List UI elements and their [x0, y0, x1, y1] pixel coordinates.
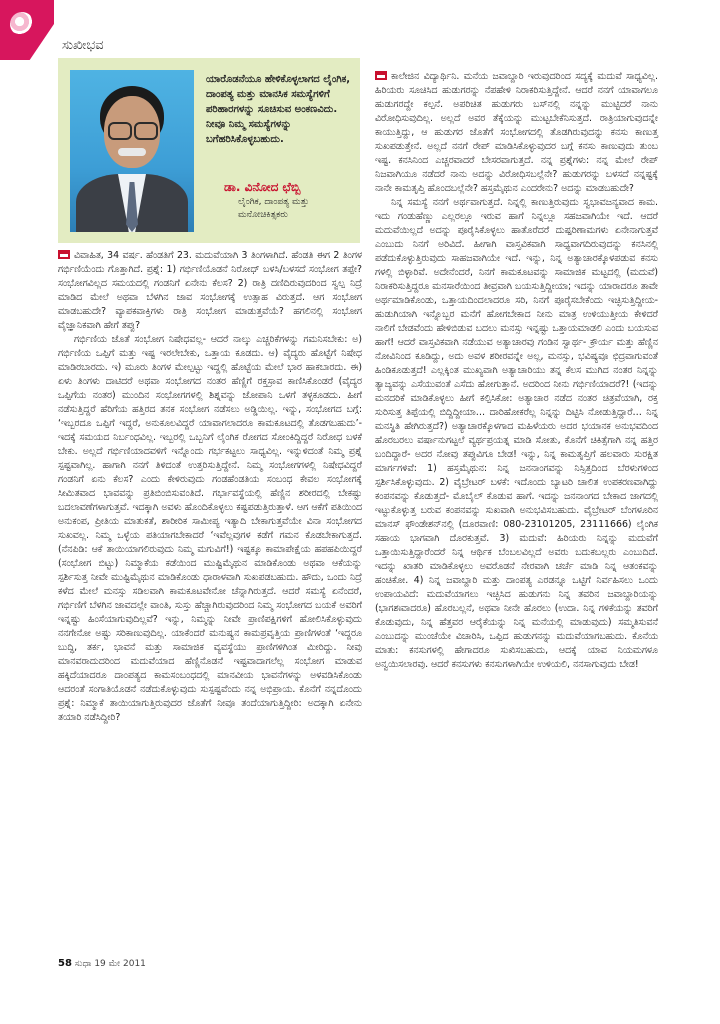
section-title: ಸುಖೀಭವ	[62, 38, 104, 53]
page-number: 58	[58, 958, 72, 969]
article-right-column	[375, 70, 658, 672]
author-photo	[70, 70, 194, 232]
question-1: ವಿವಾಹಿತ, 34 ವರ್ಷ. ಹೆಂಡತಿಗೆ 23. ಮದುವೆಯಾಗಿ 3 ತಿಂಗಳಾಗಿದೆ. ಹೆಂಡತಿ ಈಗ 2 ತಿಂಗಳ ಗರ್ಭಿಣಿಯೆಂದು ಗೊತ್ತಾಗಿದೆ. ಪ್ರಶ್ನೆ: 1) ಗರ್ಭಿಣಿಯೊಡನೆ ನಿರೋಧ್ ಬಳಸಿ/ಬಳಸದೆ ಸಂಭೋಗ ತಪ್ಪೇ? ಸಂಭೋಗವಿಲ್ಲದ ಸಮಯದಲ್ಲಿ ಗಂಡನಿಗೆ ಏನೇನು ಕೆಲಸ? 2) ರಾತ್ರಿ ದಣಿದಿರುವುದರಿಂದ ಸ್ವಲ್ಪ ನಿದ್ರೆ ಮಾಡಿದ ಮೇಲೆ ಅಥವಾ ಬೆಳಗಿನ ಜಾವ ಸಂಭೋಗಕ್ಕೆ ಉತ್ಸಾಹ ವಿರುತ್ತದೆ. ಆಗ ಸಂಭೋಗ ಮಾಡಬಹುದೇ? ವ್ಯಾಪಕವಾಕ್ತಿಗಳು ರಾತ್ರಿ ಸಂಭೋಗ ಮಾಡುತ್ತವೆಯೆ? ಹಗಲಿನಲ್ಲಿ ಸಂಭೋಗ ವೈಜ್ಞಾನಿಕವಾಗಿ ಹೇಗೆ ತಪ್ಪು?	[58, 250, 362, 331]
page-footer	[58, 958, 146, 969]
question-marker-icon	[58, 250, 70, 259]
answer-2: ನಿನ್ನ ಸಮಸ್ಯೆ ನನಗೆ ಅರ್ಥವಾಗುತ್ತದೆ. ನಿನ್ನಲ್ಲಿ ಕಾಣುತ್ತಿರುವುದು ಸ್ವಭಾವಜನ್ಯವಾದ ಕಾಮ. ಇದು ಗಂಡುಹೆಣ್ಣು ಎಲ್ಲರಲ್ಲೂ ಇರುವ ಹಾಗೆ ನಿನ್ನಲ್ಲೂ ಸಹಜವಾಗಿಯೇ ಇದೆ. ಆದರೆ ಮದುವೆಯಿಲ್ಲದೆ ಅದನ್ನು ಪೂರೈಸಿಕೊಳ್ಳಲು ಹಾತೊರೆದರೆ ದುಷ್ಪರಿಣಾಮಗಳು ಏನೇನಾಗುತ್ತವೆ ಎಂಬುದು ನಿನಗೆ ಅರಿವಿದೆ. ಹೀಗಾಗಿ ವಾಸ್ತವಿಕವಾಗಿ ಸಾಧ್ಯವಾಗದಿರುವುದನ್ನು ಕನಸಿನಲ್ಲಿ ಪಡೆದುಕೊಳ್ಳುತ್ತಿರುವುದು ಸಾಹಜವಾಗಿಯೇ ಇದೆ. ಇನ್ನು, ನಿನ್ನ ಅತ್ಯಾಚಾರಕ್ಕೊಳಪಡುವ ಕನಸು ಗಳಲ್ಲಿ ಬಿಳ್ಳಾರಿವೆ. ಅದೇನೆಂದರೆ, ನಿನಗೆ ಕಾಮಕೂಟವನ್ನು ಸಾಮಾಜಿಕ ಮಟ್ಟದಲ್ಲಿ (ಮದುವೆ) ನಿರಾಕರಿಸುತ್ತಿದ್ದರೂ ಮನಸಾರೆಯಿಂದ ತೀವ್ರವಾಗಿ ಬಯಸುತ್ತಿದ್ದೀಯಾ; ಇದನ್ನು ಯಾರಾದರೂ ತಾವೇ ಅರ್ಥಮಾಡಿಕೊಂಡು, ಒತ್ತಾಯದಿಂದಲಾದರೂ ಸರಿ, ನಿನಗೆ ಪೂರೈಸಬೇಕೆಂದು ಇಚ್ಛಿಸುತ್ತಿದ್ದೀಯ- ಹುಡುಗಿಯಾಗಿ ಇನ್ನೊಬ್ಬರ ಮನೆಗೆ ಹೋಗಬೇಕಾದ ನೀನು ಮಾತ್ರ ಉಳಿಯುತ್ತೀಯ ಕೇಳಿದರೆ ನಾಲಿಗೆ ಬೇಡವೆಂದು ಹೇಳಿಬಿಡುವ ಬದಲು ಮನಸ್ಸು ಇನ್ನಷ್ಟು ಒತ್ತಾಯಮಾಡಲಿ ಎಂದು ಬಯಸುವ ಹಾಗೆ! ಆದರೆ ವಾಸ್ತವಿಕವಾಗಿ ನಡೆಯುವ ಅತ್ಯಾಚಾರವು ಗಂಡಿನ ಸ್ವಾರ್ಥ- ಕ್ರೌರ್ಯ ಮತ್ತು ಹೆಣ್ಣಿನ ನೋವಿನಿಂದ ಕೂಡಿದ್ದು, ಅದು ಅವಳ ಶರೀರವನ್ನೇ ಅಲ್ಲ, ಮನಸ್ಸು, ಭವಿಷ್ಯವೂ ಛಿದ್ರವಾಗುವಂತೆ ಹಿಂಡಿಕೂಡುತ್ತದೆ! ಎಲ್ಲಕ್ಕಿಂತ ಮುಖ್ಯವಾಗಿ ಅತ್ಯಾಚಾರಿಯು ತನ್ನ ಕೆಲಸ ಮುಗಿದ ನಂತರ ನಿನ್ನನ್ನು ತ್ಯಾಜ್ಯವನ್ನು ಎಸೆಯುವಂತೆ ಎಸೆದು ಹೋಗುತ್ತಾನೆ. ಅದರಿಂದ ನೀನು ಗರ್ಭಿಣಿಯಾದರೆ?! (ಇದನ್ನು ಮನದರಿಕೆ ಮಾಡಿಕೊಳ್ಳಲು ಹೀಗೆ ಕಲ್ಪಿಸಿಕೋ: ಅತ್ಯಾಚಾರ ನಡೆದ ನಂತರ ಚಿತ್ರವೆಯಾಗಿ, ರಕ್ತ ಸುರಿಸುತ್ತ ತಿಪ್ಪೆಯಲ್ಲಿ ಬಿದ್ದಿದ್ದೀಯಾ… ದಾರಿಹೋಕರೆಲ್ಲ ನಿನ್ನನ್ನು ದಿಟ್ಟಿಸಿ ನೋಡುತ್ತಿದ್ದಾರೆ… ನಿನ್ನ ಮನಸ್ಥಿತಿ ಹೇಗಿರುತ್ತದೆ?) ಅತ್ಯಾಚಾರಕ್ಕೊಳಗಾದ ಮಹಿಳೆಯರು ಅದರ ಭಯಾನಕ ಅನುಭವದಿಂದ ಹೊರಬರಲು ವರ್ಷಾನುಗಟ್ಟಲೆ ವ್ಯರ್ಥಪ್ರಯತ್ನ ಮಾಡಿ ಸೋತು, ಕೊನೆಗೆ ಚಿಕಿತ್ಸೆಗಾಗಿ ನನ್ನ ಹತ್ತಿರ ಬಂದಿದ್ದಾರೆ- ಅದರ ನೋವು ತಪ್ಪುವಿಗೂ ಬೇಡ! ಇನ್ನು, ನಿನ್ನ ಕಾಮತೃಪ್ತಿಗೆ ಹಲವಾರು ಸುರಕ್ಷಿತ ಮಾರ್ಗಗಳಿವೆ: 1) ಹಸ್ತಮೈಥುನ: ನಿನ್ನ ಜನನಾಂಗವನ್ನು ನಿಸ್ಸಿತ್ತದಿಂದ ಬೆರಳುಗಳಿಂದ ಸ್ಪರ್ಶಿಸಿಕೊಳ್ಳುವುದು. 2) ವೈಬ್ರೇಟರ್ ಬಳಕೆ: ಇದೊಂದು ಬ್ಯಾಟರಿ ಚಾಲಿತ ಉಪಕರಣವಾಗಿದ್ದು ಕಂಪನವನ್ನು ಕೊಡುತ್ತದೆ- ಮೊಬೈಲ್ ಕೊಡುವ ಹಾಗೆ. ಇದನ್ನು ಜನನಾಂಗದ ಬೇಕಾದ ಜಾಗದಲ್ಲಿ ಇಟ್ಟುಕೊಳ್ಳುತ್ತ ಬರುವ ಕಂಪನವನ್ನು ಸುಖವಾಗಿ ಅನುಭವಿಸಬಹುದು. ವೈಬ್ರೇಟರ್ ಬೆಂಗಳೂರಿನ ಮಾನಸ್ ಫೌಂಡೇಶನ್‌ನಲ್ಲಿ (ದೂರವಾಣಿ: 080-23101205, 23111666) ಲೈಂಗಿಕ ಸಹಾಯ ಭಾಗವಾಗಿ ದೊರಕುತ್ತವೆ. 3) ಮದುವೆ: ಹಿರಿಯರು ನಿನ್ನನ್ನು ಮದುವೆಗೆ ಒತ್ತಾಯಿಸುತ್ತಿದ್ದಾರೆಂದರೆ ನಿನ್ನ ಆರ್ಥಿಕ ಬೆಂಬಲವಿಲ್ಲದೆ ಅವರು ಬದುಕಬಲ್ಲರು ಎಂಬುದಿದೆ. ಇದನ್ನು ಖಾತರಿ ಮಾಡಿಕೊಳ್ಳಲು ಅವರೊಡನೆ ನೇರವಾಗಿ ಚರ್ಚೆ ಮಾಡಿ ನಿನ್ನ ಆತಂಕವನ್ನು ಹಂಚಿಕೋ. 4) ನಿನ್ನ ಜವಾಬ್ದಾರಿ ಮತ್ತು ದಾಂಪತ್ಯ ಎರಡನ್ನೂ ಒಟ್ಟಿಗೆ ನಿರ್ವಹಿಸಲು ಒಂದು ಉಪಾಯವಿದೆ: ಮದುವೆಯಾಗಲು ಇಚ್ಛಿಸಿದ ಹುಡುಗನು ನಿನ್ನ ತವರಿನ ಜವಾಬ್ದಾರಿಯನ್ನು (ಭಾಗಶಃವಾದರೂ) ಹೊರಬಲ್ಲನೆ, ಅಥವಾ ನೀನೇ ಹೊರಲು (ಉದಾ. ನಿನ್ನ ಗಳಿಕೆಯನ್ನು ತವರಿಗೆ ಕೊಡುವುದು, ನಿನ್ನ ಹೆತ್ತವರ ಆರೈಕೆಯನ್ನು ನಿನ್ನ ಮನೆಯಲ್ಲಿ ಮಾಡುವುದು) ಸಮ್ಮತಿಸುವನೆ ಎಂಬುದನ್ನು ಮುಂಚೆಯೇ ವಿಚಾರಿಸಿ, ಒಪ್ಪಿದ ಹುಡುಗನನ್ನು ಮದುವೆಯಾಗಬಹುದು. ಕೊನೆಯ ಮಾತು: ಕನಸುಗಳಲ್ಲಿ ಹೇಗಾದರೂ ಸುಖಿಸಬಹುದು, ಆದಕ್ಕೆ ಯಾವ ನಿಯಮಗಳೂ ಅನ್ವಯಿಸಲಾರವು. ಆದರೆ ಕನಸುಗಳು ಕನಸುಗಳಾಗಿಯೇ ಉಳಿಯಲಿ, ನನಸಾಗುವುದು ಬೇಡ!	[375, 197, 658, 670]
question-marker-icon	[375, 71, 387, 80]
issue-date: 19 ಮೇ 2011	[94, 959, 146, 969]
column-intro: ಯಾರೊಡನೆಯೂ ಹೇಳಿಕೊಳ್ಳಲಾಗದ ಲೈಂಗಿಕ, ದಾಂಪತ್ಯ ಮತ್ತು ಮಾನಸಿಕ ಸಮಸ್ಯೆಗಳಿಗೆ ಪರಿಹಾರಗಳನ್ನು ಸೂಚಿಸುವ ಅಂಕಣವಿದು. ನೀವೂ ನಿಮ್ಮ ಸಮಸ್ಯೆಗಳನ್ನು ಬಗೆಹರಿಸಿಕೊಳ್ಳಬಹುದು.	[206, 74, 351, 145]
answer-1: ಗರ್ಭಿಣಿಯ ಜೊತೆ ಸಂಭೋಗ ನಿಷೇಧವಲ್ಲ- ಆದರೆ ನಾಲ್ಕು ಎಚ್ಚರಿಕೆಗಳನ್ನು ಗಮನಿಸಬೇಕು: ಅ) ಗರ್ಭಿಣಿಯ ಒಪ್ಪಿಗೆ ಮತ್ತು ಇಷ್ಟ ಇರಲೇಬೇಕು, ಒತ್ತಾಯ ಕೂಡದು. ಆ) ವೈದ್ಯರು ಹೊಟ್ಟೆಗೆ ನಿಷೇಧ ಮಾಡಿರಬಾರದು. ಇ) ಮೂರು ತಿಂಗಳ ಮೇಲ್ಪಟ್ಟು ಇದ್ದಲ್ಲಿ ಹೊಟ್ಟೆಯ ಮೇಲೆ ಭಾರ ಹಾಕಬಾರದು. ಈ) ಏಳು ತಿಂಗಳು ದಾಟಿದರೆ ಅಥವಾ ಸಂಭೋಗದ ನಂತರ ಹೆಣ್ಣಿಗೆ ರಕ್ತಸ್ರಾವ ಕಾಣಿಸಿಕೊಂಡರೆ (ವೈದ್ಯರ ಒಪ್ಪಿಗೆಯ ನಂತರ) ಮುಂದಿನ ಸಂಭೋಗಗಳಲ್ಲಿ ಶಿಶ್ನವನ್ನು ಜೋಪಾನಿ ಒಳಗೆ ತಳ್ಳಕೂಡದು. ಹೀಗೆ ನಡೆಸುತ್ತಿದ್ದರೆ ಹೆರಿಗೆಯ ಹತ್ತಿರದ ತನಕ ಸಂಭೋಗ ನಡೆಸಲು ಅಡ್ಡಿಯಿಲ್ಲ. ಇನ್ನು, ಸಂಭೋಗದ ಬಗ್ಗೆ: ‘ಇಬ್ಬರದೂ ಒಪ್ಪಿಗೆ ಇದ್ದರೆ, ಅನುಕೂಲವಿದ್ದರೆ ಯಾವಾಗಲಾದರೂ ಕಾಮಕೂಟದಲ್ಲಿ ತೊಡಗಬಹುದು’- ಇದಕ್ಕೆ ಸಮಯದ ನಿರ್ಬಂಧವಿಲ್ಲ. ಇಬ್ಬರಲ್ಲಿ ಒಬ್ಬನಿಗೆ ಲೈಂಗಿಕ ರೋಗದ ಸೋಂಕಿದ್ದಿದ್ದರೆ ನಿರೋಧ ಬಳಕೆ ಬೇಕು. ಅಲ್ಲದೆ ಗರ್ಭಿಣಿಯಾದವಳಿಗೆ ಇನ್ನೊಂದು ಗರ್ಭಕಟ್ಟಲು ಸಾಧ್ಯವಿಲ್ಲ. ಇನ್ನುಳಿದಂತೆ ನಿಮ್ಮ ಪ್ರಶ್ನೆ ಸ್ಪಷ್ಟವಾಗಿಲ್ಲ. ಹಾಗಾಗಿ ನನಗೆ ತಿಳಿದಂತೆ ಉತ್ತರಿಸುತ್ತಿದ್ದೇನೆ. ನಿಮ್ಮ ಸಂಭೋಗಗಳಲ್ಲಿ ನಿಷೇಧವಿದ್ದರೆ ಗಂಡನಿಗೆ ಏನು ಕೆಲಸ? ಎಂದು ಕೇಳಿರುವುದು ಗಂಡಹೆಂಡತಿಯ ಸಂಬಂಧ ಕೇವಲ ಸಂಭೋಗಕ್ಕೆ ಸೀಮಿತವಾದ ಭಾವವನ್ನು ಪ್ರತಿಬಿಂಬಿಸುವಂತಿದೆ. ಗರ್ಭಾವಸ್ಥೆಯಲ್ಲಿ ಹೆಣ್ಣಿನ ಶರೀರದಲ್ಲಿ ಬೇಕಷ್ಟು ಬದಲಾವಣೆಗಳಾಗುತ್ತವೆ. ಇದಕ್ಕಾಗಿ ಅವಳು ಹೊಂದಿಕೊಳ್ಳಲು ಕಷ್ಟಪಡುತ್ತಿರುತ್ತಾಳೆ. ಆಗ ಆಕೆಗೆ ಪತಿಯಿಂದ ಅನುಕಂಪ, ಪ್ರೀತಿಯ ಮಾತುಕತೆ, ಶಾರೀರಿಕ ಸಾಮೀಪ್ಯ ಇತ್ಯಾದಿ ಬೇಕಾಗುತ್ತವೆಯೇ ವಿನಾ ಸಂಭೋಗದ ಸುಖವಲ್ಲ. ನಿಮ್ಮ ಒಳ್ಳೆಯ ಪತಿಯಾಗಬೇಕಾದರೆ ‘ಇವೆಲ್ಲವುಗಳ ಕಡೆಗೆ ಗಮನ ಕೊಡಬೇಕಾಗುತ್ತದೆ. (ನೆನಪಿಡಿ: ಆಕೆ ತಾಯಿಯಾಗಲಿರುವುದು ನಿಮ್ಮ ಮಗುವಿಗೆ!) ಇಷ್ಟಕ್ಕೂ ಕಾಮಾಪೇಕ್ಷೆಯ ಹಪಹಪಿಯಿದ್ದರೆ (ಸಂಭೋಗ ಬಿಟ್ಟು) ನಿಮ್ಮಾಕೆಯ ಕಡೆಯಿಂದ ಮುಷ್ಟಿಮೈಥುನ ಮಾಡಿಕೊಂಡು ಅಥವಾ ಆಕೆಯನ್ನು ಸ್ಪರ್ಶಿಸುತ್ತ ನೀವೇ ಮುಷ್ಟಿಮೈಥುನ ಮಾಡಿಕೊಂಡು ಧಾರಾಳವಾಗಿ ಸುಖಪಡಬಹುದು. ಹೌದು, ಒಂದು ನಿದ್ರೆ ಕಳೆದ ಮೇಲೆ ಮನಸ್ಸು ಸಡಿಲವಾಗಿ ಕಾಮಕೂಟವೇನೋ ಚೆನ್ನಾಗಿರುತ್ತದೆ. ಆದರೆ ಸಮಸ್ಯೆ ಏನೆಂದರೆ, ಗರ್ಭಿಣಿಗೆ ಬೆಳಗಿನ ಜಾವದಲ್ಲೇ ವಾಂತಿ, ಸುಸ್ತು ಹೆಚ್ಚಾಗಿರುವುದರಿಂದ ನಿಮ್ಮ ಸಂಭೋಗದ ಬಯಕೆ ಅವರಿಗೆ ಇನ್ನಷ್ಟು ಹಿಂಸೆಯಾಗುವುದಿಲ್ಲವೆ? ಇನ್ನು, ನಿಮ್ಮನ್ನು ನೀವೇ ಪ್ರಾಣಿಪಕ್ಷಿಗಳಿಗೆ ಹೋಲಿಸಿಕೊಳ್ಳುವುದು ನನಗೇನೋ ಅಷ್ಟು ಸರಿಕಾಣುವುದಿಲ್ಲ. ಯಾಕೆಂದರೆ ಮನುಷ್ಯನ ಕಾಮಪ್ರವೃತ್ತಿಯ ಪ್ರಾಣಿಗಳಂತೆ ‘ಇದ್ದರೂ ಬುದ್ಧಿ, ತರ್ಕ, ಭಾವನೆ ಮತ್ತು ಸಾಮಾಜಿಕ ವ್ಯವಸ್ಥೆಯು ಪ್ರಾಣಿಗಳಿಗಿಂತ ಮೀರಿದ್ದು. ನೀವು ಮಾನವರಾದುದರಿಂದ ಮದುವೆಯಾದ ಹೆಣ್ಣಿನೊಡನೆ ಇಷ್ಟವಾದಾಗಲೆಲ್ಲ ಸಂಭೋಗ ಮಾಡುವ ಹಕ್ಕಿದೆಯಾದರೂ ದಾಂಪತ್ಯದ ಕಾಮಸಂಬಂಧದಲ್ಲಿ ಮಾನವೀಯ ಭಾವನೆಗಳನ್ನು ಅಳವಡಿಸಿಕೊಂಡು ಆದರಂತೆ ಸಂಗಾತಿಯೊಡನೆ ನಡೆದುಕೊಳ್ಳುವುದು ಸುಸ್ಪಷ್ಟವೆಂದು ನನ್ನ ಅಭಿಪ್ರಾಯ. ಕೊನೆಗೆ ನನ್ನದೊಂದು ಪ್ರಶ್ನೆ: ನಿಮ್ಮಾಕೆ ತಾಯಿಯಾಗುತ್ತಿರುವುದರ ಜೊತೆಗೆ ನೀವೂ ತಂದೆಯಾಗುತ್ತಿದ್ದೀರಿ: ಅದಕ್ಕಾಗಿ ಏನೇನು ತಯಾರಿ ನಡೆಸಿದ್ದೀರಿ?	[58, 334, 362, 723]
magazine-name: ಸುಧಾ	[74, 959, 92, 969]
author-name: ಡಾ. ವಿನೋದ ಛೆಬ್ಬಿ	[224, 180, 301, 194]
article-left-column	[58, 249, 362, 725]
author-role: ಲೈಂಗಿಕ, ದಾಂಪತ್ಯ ಮತ್ತು ಮನೋಚಿಕಿತ್ಸಕರು	[238, 197, 309, 220]
question-2: ಕಾಲೇಜಿನ ವಿದ್ಯಾರ್ಥಿನಿ. ಮನೆಯ ಜವಾಬ್ದಾರಿ ಇರುವುದರಿಂದ ಸದ್ಯಕ್ಕೆ ಮದುವೆ ಸಾಧ್ಯವಿಲ್ಲ. ಹಿರಿಯರು ಸೂಚಿಸಿದ ಹುಡುಗರನ್ನು ನೆಪಹೇಳಿ ನಿರಾಕರಿಸುತ್ತಿದ್ದೇನೆ. ಆದರೆ ನನಗೆ ಯಾವಾಗಲೂ ಹುಡುಗರದ್ದೇ ಕಲ್ಪನೆ. ಅಪರಿಚಿತ ಹುಡುಗರು ಬಸ್‌ನಲ್ಲಿ ನನ್ನನ್ನು ಮುಟ್ಟಿದರೆ ನಾನು ವಿರೋಧಿಸುವುದಿಲ್ಲ. ಅಲ್ಲದೆ ಅವರ ತೆಕ್ಕೆಯನ್ನು ಮುಟ್ಟಬೇಕೆನಿಸುತ್ತದೆ. ರಾತ್ರಿಯಾಗುವುದನ್ನೇ ಕಾಯುತ್ತಿದ್ದು, ಆ ಹುಡುಗರ ಜೊತೆಗೆ ಸಂಭೋಗದಲ್ಲಿ ತೊಡಗಿರುವುದನ್ನು ಕನಸು ಕಾಣುತ್ತ ಸುಖಪಡುತ್ತೇನೆ. ಅಲ್ಲದೆ ನನಗೆ ರೇಪ್ ಮಾಡಿಸಿಕೊಳ್ಳುವುದರ ಬಗ್ಗೆ ಕನಸು ಕಾಣುವುದು ತುಂಬ ಇಷ್ಟ. ಕನಸಿನಿಂದ ಎಚ್ಚರವಾದರೆ ಬೇಸರವಾಗುತ್ತದೆ. ನನ್ನ ಪ್ರಶ್ನೆಗಳು: ನನ್ನ ಮೇಲೆ ರೇಪ್ ನಿಜವಾಗಿಯೂ ನಡೆದರೆ ನಾನು ಅದನ್ನು ವಿರೋಧಿಸಬಲ್ಲೆನೇ? ಹುಡುಗರನ್ನು ಬಳಸದೆ ನನ್ನಷ್ಟಕ್ಕೆ ನಾನೇ ಕಾಮತೃಪ್ತಿ ಹೊಂದಬಲ್ಲೆನೇ? ಹಸ್ತಮೈಥುನ ಎಂದರೇನು? ಅದನ್ನು ಮಾಡಬಹುದೇ?	[375, 71, 658, 194]
rose-icon	[10, 12, 34, 36]
